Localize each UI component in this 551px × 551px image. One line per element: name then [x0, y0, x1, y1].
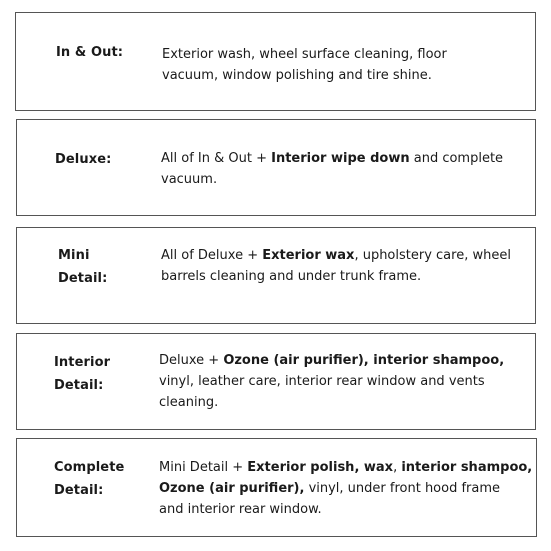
package-mini-detail: [16, 227, 536, 324]
package-description: [159, 350, 504, 413]
package-in-and-out: [15, 12, 536, 111]
package-description: [161, 245, 511, 287]
description-line: All of In & Out + Interior wipe down and complete: [161, 151, 504, 166]
description-line: Exterior wash, wheel surface cleaning, floor: [162, 47, 447, 62]
package-description: [161, 148, 503, 190]
package-name: Deluxe:: [55, 152, 112, 167]
description-line: cleaning.: [159, 395, 219, 410]
description-line: vacuum, window polishing and tire shine.: [162, 68, 432, 83]
description-line: Ozone (air purifier), vinyl, under front hood frame: [159, 481, 501, 496]
package-description: [162, 44, 447, 86]
package-name: Complete Detail:: [54, 460, 125, 498]
package-name: Mini Detail:: [58, 248, 108, 286]
package-interior-detail: [16, 333, 536, 430]
description-line: and interior rear window.: [159, 502, 322, 517]
description-line: Mini Detail + Exterior polish, wax, interior shampoo,: [159, 460, 533, 475]
description-line: vacuum.: [161, 172, 218, 187]
package-name: In & Out:: [56, 45, 124, 60]
description-line: All of Deluxe + Exterior wax, upholstery care, wheel: [161, 248, 511, 263]
description-line: Deluxe + Ozone (air purifier), interior shampoo,: [159, 353, 505, 368]
description-line: vinyl, leather care, interior rear window and vents: [159, 374, 485, 389]
package-name: Interior Detail:: [54, 355, 111, 393]
package-deluxe: [16, 119, 536, 216]
description-line: barrels cleaning and under trunk frame.: [161, 269, 422, 284]
package-complete-detail: [16, 438, 537, 537]
package-description: [159, 457, 532, 520]
